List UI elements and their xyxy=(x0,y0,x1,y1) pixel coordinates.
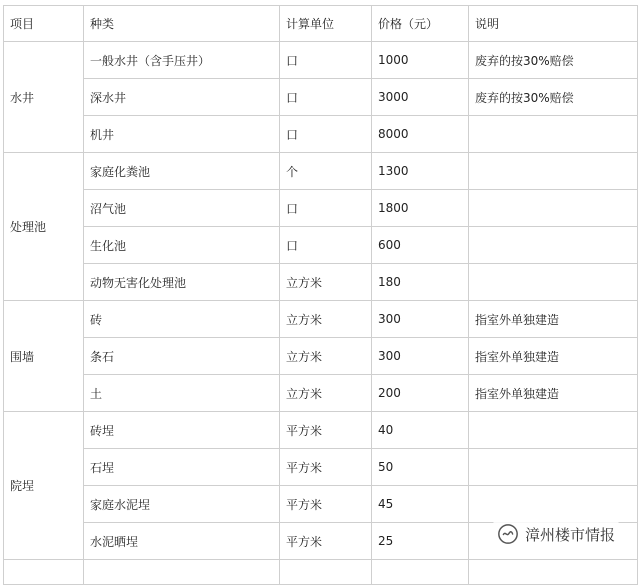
header-price: 价格（元） xyxy=(372,6,469,42)
price-cell: 1800 xyxy=(372,190,469,227)
note-cell xyxy=(469,190,638,227)
group-cell-treatment-pool: 处理池 xyxy=(4,153,84,301)
unit-cell: 口 xyxy=(280,116,372,153)
unit-cell: 平方米 xyxy=(280,412,372,449)
price-cell: 1300 xyxy=(372,153,469,190)
header-note: 说明 xyxy=(469,6,638,42)
empty-cell xyxy=(372,560,469,585)
compensation-table xyxy=(3,5,638,585)
type-cell: 动物无害化处理池 xyxy=(84,264,280,301)
unit-cell: 立方米 xyxy=(280,375,372,412)
note-cell xyxy=(469,227,638,264)
unit-cell: 个 xyxy=(280,153,372,190)
table-row xyxy=(4,264,638,301)
note-cell xyxy=(469,264,638,301)
note-cell xyxy=(469,486,638,523)
price-cell: 300 xyxy=(372,338,469,375)
watermark-text: 漳州楼市情报 xyxy=(525,525,616,544)
table-row xyxy=(4,301,638,338)
type-cell: 砖埕 xyxy=(84,412,280,449)
type-cell: 水泥晒埕 xyxy=(84,523,280,560)
unit-cell: 平方米 xyxy=(280,523,372,560)
group-cell-wall: 围墙 xyxy=(4,301,84,412)
price-cell: 8000 xyxy=(372,116,469,153)
type-cell: 砖 xyxy=(84,301,280,338)
table-row xyxy=(4,153,638,190)
price-cell: 300 xyxy=(372,301,469,338)
unit-cell: 口 xyxy=(280,42,372,79)
note-cell xyxy=(469,449,638,486)
table-row xyxy=(4,375,638,412)
type-cell: 家庭水泥埕 xyxy=(84,486,280,523)
group-cell-yard: 院埕 xyxy=(4,412,84,560)
table-row xyxy=(4,486,638,523)
price-cell: 200 xyxy=(372,375,469,412)
table-row xyxy=(4,338,638,375)
table-row xyxy=(4,190,638,227)
unit-cell: 平方米 xyxy=(280,486,372,523)
price-cell: 50 xyxy=(372,449,469,486)
header-type: 种类 xyxy=(84,6,280,42)
note-cell xyxy=(469,153,638,190)
type-cell: 机井 xyxy=(84,116,280,153)
type-cell: 家庭化粪池 xyxy=(84,153,280,190)
unit-cell: 口 xyxy=(280,79,372,116)
type-cell: 石埕 xyxy=(84,449,280,486)
unit-cell: 平方米 xyxy=(280,449,372,486)
header-unit: 计算单位 xyxy=(280,6,372,42)
table-row xyxy=(4,227,638,264)
price-cell: 180 xyxy=(372,264,469,301)
unit-cell: 立方米 xyxy=(280,338,372,375)
header-item: 项目 xyxy=(4,6,84,42)
empty-cell xyxy=(280,560,372,585)
wechat-official-account-icon xyxy=(497,523,519,545)
table-row-partial xyxy=(4,560,638,585)
price-cell: 3000 xyxy=(372,79,469,116)
note-cell: 废弃的按30%赔偿 xyxy=(469,42,638,79)
table-row xyxy=(4,42,638,79)
table-row xyxy=(4,449,638,486)
type-cell: 深水井 xyxy=(84,79,280,116)
note-cell xyxy=(469,412,638,449)
unit-cell: 立方米 xyxy=(280,301,372,338)
empty-cell xyxy=(84,560,280,585)
price-cell: 600 xyxy=(372,227,469,264)
note-cell: 废弃的按30%赔偿 xyxy=(469,79,638,116)
group-cell-well: 水井 xyxy=(4,42,84,153)
note-cell: 指室外单独建造 xyxy=(469,301,638,338)
note-cell: 指室外单独建造 xyxy=(469,375,638,412)
type-cell: 一般水井（含手压井） xyxy=(84,42,280,79)
type-cell: 条石 xyxy=(84,338,280,375)
price-cell: 1000 xyxy=(372,42,469,79)
price-cell: 45 xyxy=(372,486,469,523)
price-cell: 25 xyxy=(372,523,469,560)
note-cell xyxy=(469,116,638,153)
empty-cell xyxy=(469,560,638,585)
empty-cell xyxy=(4,560,84,585)
type-cell: 沼气池 xyxy=(84,190,280,227)
watermark xyxy=(493,521,619,547)
table-row xyxy=(4,116,638,153)
unit-cell: 口 xyxy=(280,190,372,227)
type-cell: 生化池 xyxy=(84,227,280,264)
unit-cell: 立方米 xyxy=(280,264,372,301)
type-cell: 土 xyxy=(84,375,280,412)
unit-cell: 口 xyxy=(280,227,372,264)
table-row xyxy=(4,412,638,449)
table-row xyxy=(4,79,638,116)
table-header-row xyxy=(4,6,638,42)
price-cell: 40 xyxy=(372,412,469,449)
note-cell: 指室外单独建造 xyxy=(469,338,638,375)
